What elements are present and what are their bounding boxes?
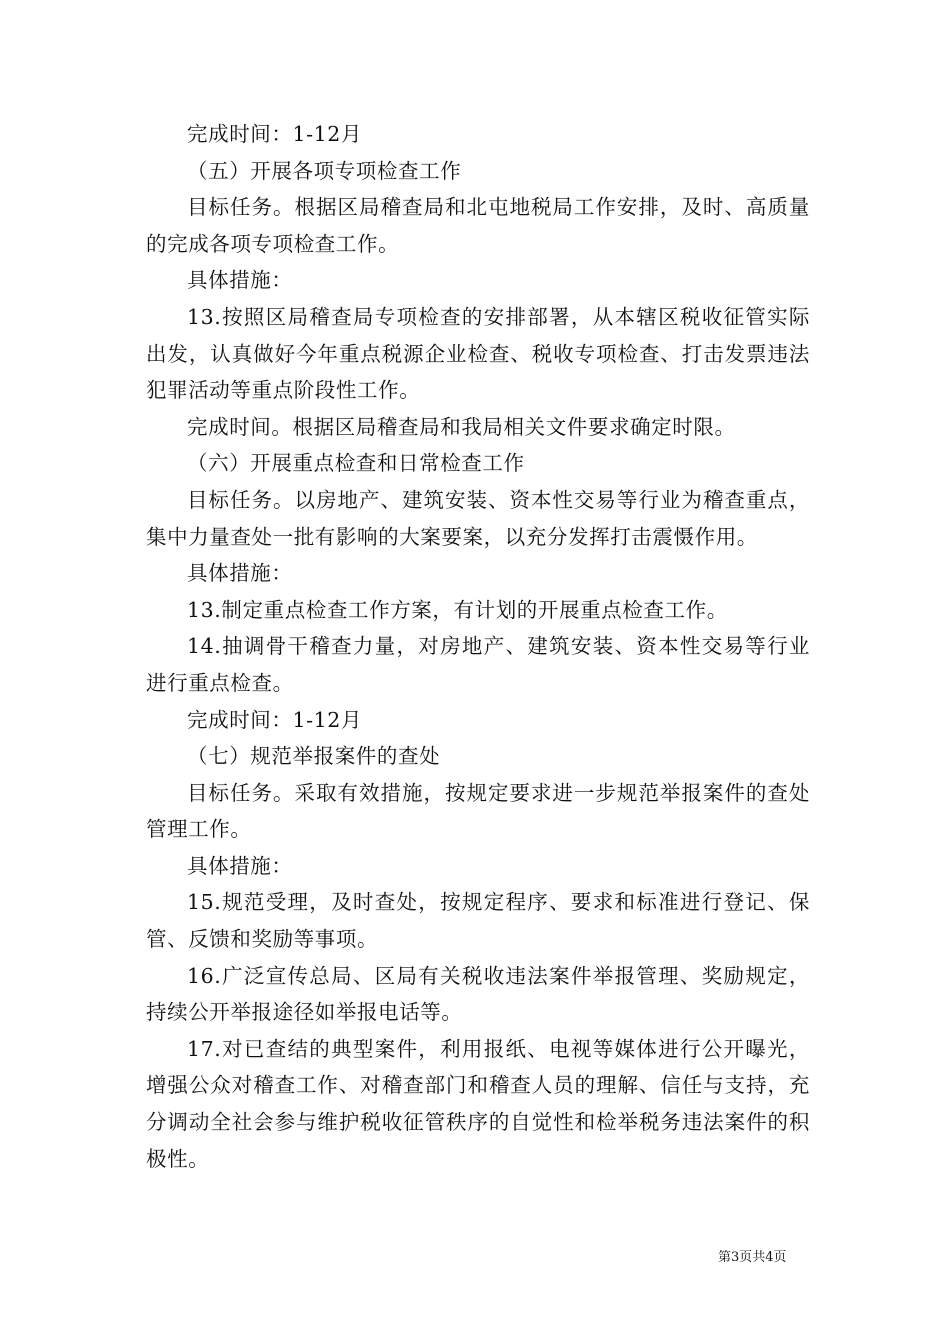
paragraph-goal-5: 目标任务。根据区局稽查局和北屯地税局工作安排，及时、高质量的完成各项专项检查工作。 — [146, 195, 810, 256]
paragraph-completion-time-3: 完成时间：1-12月 — [187, 707, 363, 732]
paragraph-measure-16: 16.广泛宣传总局、区局有关税收违法案件举报管理、奖励规定，持续公开举报途径如举报电话等。 — [146, 963, 810, 1025]
section-heading-6: （六）开展重点检查和日常检查工作 — [187, 451, 525, 476]
paragraph-goal-6: 目标任务。以房地产、建筑安装、资本性交易等行业为稽查重点，集中力量查处一批有影响的大案要案，以充分发挥打击震慑作用。 — [146, 487, 810, 549]
paragraph-measure-14: 14.抽调骨干稽查力量，对房地产、建筑安装、资本性交易等行业进行重点检查。 — [146, 634, 810, 695]
paragraph-measures-label-6: 具体措施： — [187, 561, 293, 586]
paragraph-goal-7: 目标任务。采取有效措施，按规定要求进一步规范举报案件的查处管理工作。 — [146, 780, 810, 842]
paragraph-completion-time-1: 完成时间：1-12月 — [187, 122, 363, 146]
paragraph-measure-15: 15.规范受理，及时查处，按规定程序、要求和标准进行登记、保管、反馈和奖励等事项。 — [146, 890, 810, 952]
paragraph-completion-time-2: 完成时间。根据区局稽查局和我局相关文件要求确定时限。 — [187, 414, 736, 439]
paragraph-measure-13b: 13.制定重点检查工作方案，有计划的开展重点检查工作。 — [187, 597, 728, 622]
paragraph-measures-label-5: 具体措施： — [187, 268, 293, 293]
paragraph-measure-17: 17.对已查结的典型案件，利用报纸、电视等媒体进行公开曝光，增强公众对稽查工作、对稽查部门和稽查人员的理解、信任与支持，充分调动全社会参与维护税收征管秩序的自觉性和检举税务违法案件的积极性。 — [146, 1036, 810, 1171]
paragraph-measure-13a: 13.按照区局稽查局专项检查的安排部署，从本辖区税收征管实际出发，认真做好今年重点税源企业检查、税收专项检查、打击发票违法犯罪活动等重点阶段性工作。 — [146, 304, 810, 403]
section-heading-5: （五）开展各项专项检查工作 — [187, 158, 462, 183]
paragraph-measures-label-7: 具体措施： — [187, 853, 293, 878]
page-number-footer — [718, 1246, 787, 1265]
section-heading-7: （七）规范举报案件的查处 — [187, 744, 441, 769]
page-number-text: 第3页共4页 — [718, 1250, 787, 1265]
document-body — [146, 116, 810, 1177]
